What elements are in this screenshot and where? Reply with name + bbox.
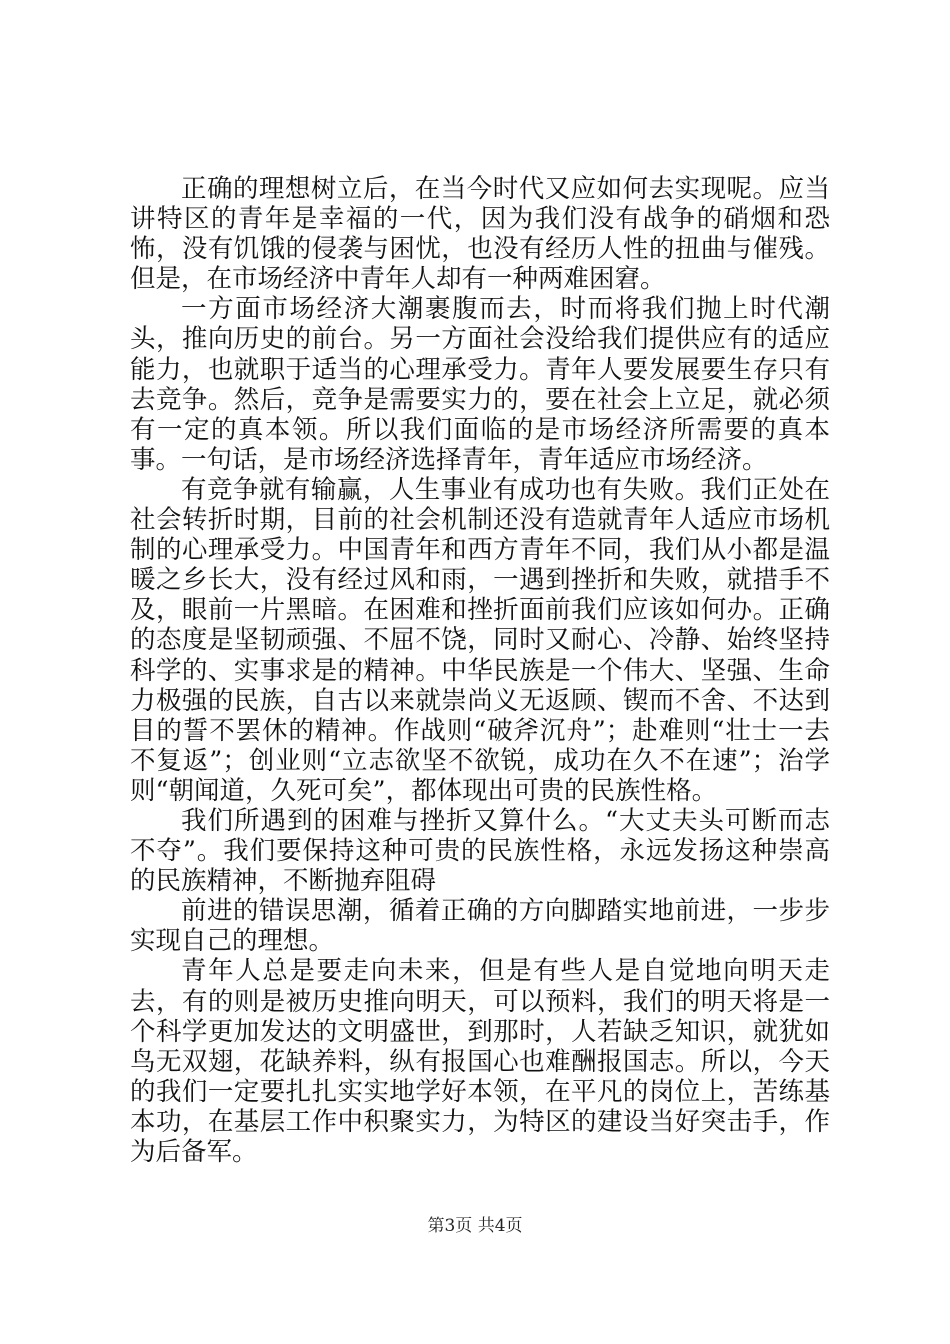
paragraph-5: 前进的错误思潮，循着正确的方向脚踏实地前进，一步步实现自己的理想。: [130, 896, 830, 957]
paragraph-4: 我们所遇到的困难与挫折又算什么。“大丈夫头可断而志不夺”。我们要保持这种可贵的民族性格，永远发扬这种崇高的民族精神，不断抛弃阻碍: [130, 805, 830, 897]
paragraph-2: 一方面市场经济大潮裹腹而去，时而将我们抛上时代潮头，推向历史的前台。另一方面社会没给我们提供应有的适应能力，也就职于适当的心理承受力。青年人要发展要生存只有去竞争。然后，竞争是需要实力的，要在社会上立足，就必须有一定的真本领。所以我们面临的是市场经济所需要的真本事。一句话，是市场经济选择青年，青年适应市场经济。: [130, 294, 830, 475]
paragraph-3: 有竞争就有输赢，人生事业有成功也有失败。我们正处在社会转折时期，目前的社会机制还没有造就青年人适应市场机制的心理承受力。中国青年和西方青年不同，我们从小都是温暖之乡长大，没有经过风和雨，一遇到挫折和失败，就措手不及，眼前一片黑暗。在困难和挫折面前我们应该如何办。正确的态度是坚韧顽强、不屈不饶，同时又耐心、冷静、始终坚持科学的、实事求是的精神。中华民族是一个伟大、坚强、生命力极强的民族，自古以来就崇尚义无返顾、锲而不舍、不达到目的誓不罢休的精神。作战则“破斧沉舟”；赴难则“壮士一去不复返”；创业则“立志欲坚不欲锐，成功在久不在速”；治学则“朝闻道，久死可矣”，都体现出可贵的民族性格。: [130, 474, 830, 806]
page-number-footer: 第3页 共4页: [427, 1216, 523, 1236]
paragraph-6: 青年人总是要走向未来，但是有些人是自觉地向明天走去，有的则是被历史推向明天，可以预料，我们的明天将是一个科学更加发达的文明盛世，到那时，人若缺乏知识，就犹如鸟无双翅，花缺养料，纵有报国心也难酬报国志。所以，今天的我们一定要扎扎实实地学好本领，在平凡的岗位上，苦练基本功，在基层工作中积聚实力，为特区的建设当好突击手，作为后备军。: [130, 956, 830, 1167]
document-body: [130, 174, 830, 1167]
paragraph-1: 正确的理想树立后，在当今时代又应如何去实现呢。应当讲特区的青年是幸福的一代，因为我们没有战争的硝烟和恐怖，没有饥饿的侵袭与困忧，也没有经历人性的扭曲与催残。但是，在市场经济中青年人却有一种两难困窘。: [130, 174, 830, 295]
